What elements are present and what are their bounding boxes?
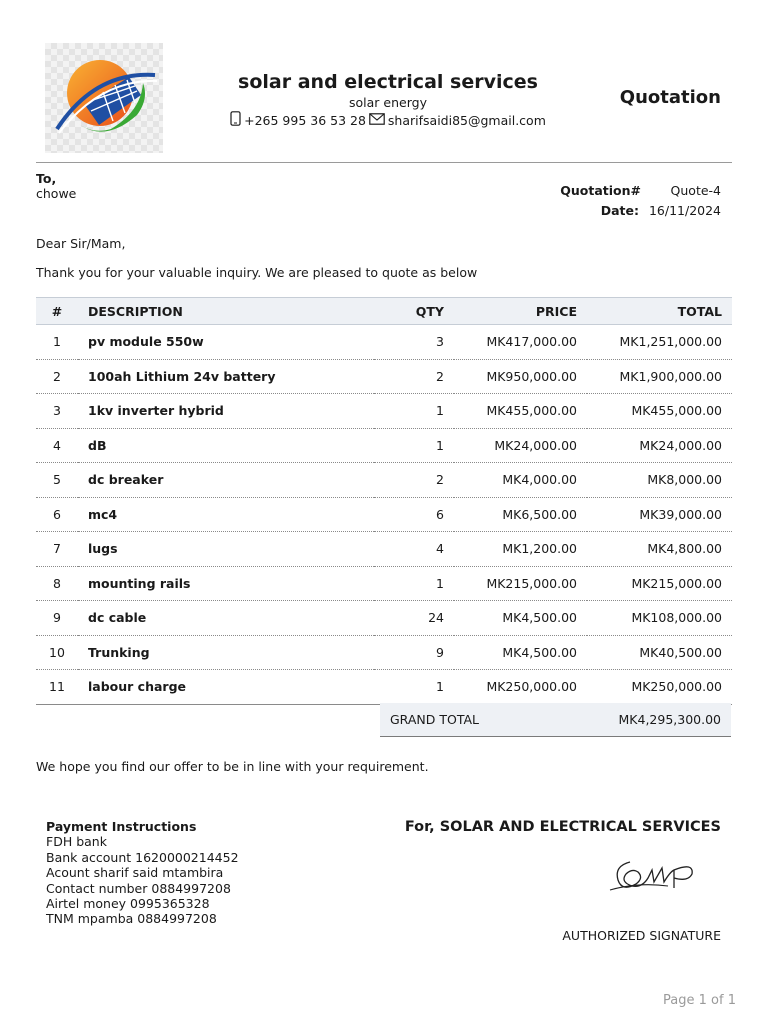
cell-total: MK455,000.00: [587, 394, 732, 429]
cell-num: 8: [36, 566, 78, 601]
cell-num: 9: [36, 601, 78, 636]
table-row: [36, 670, 732, 705]
grand-total-row: [380, 703, 731, 737]
quotation-number: Quote-4: [670, 182, 721, 198]
cell-total: MK108,000.00: [587, 601, 732, 636]
greeting: Dear Sir/Mam,: [36, 236, 126, 251]
cell-price: MK24,000.00: [454, 428, 587, 463]
payment-instructions: [46, 819, 239, 927]
contact-line: [180, 111, 596, 129]
company-email: sharifsaidi85@gmail.com: [387, 112, 546, 128]
quotation-date-label: Date:: [600, 202, 639, 218]
cell-total: MK40,500.00: [587, 635, 732, 670]
company-block: [180, 71, 596, 129]
payment-title: Payment Instructions: [46, 819, 197, 834]
quotation-number-row: [560, 180, 721, 200]
cell-total: MK250,000.00: [587, 670, 732, 705]
payment-line: FDH bank: [46, 834, 107, 850]
grand-total-value: MK4,295,300.00: [618, 712, 721, 727]
cell-qty: 9: [374, 635, 454, 670]
cell-description: dc breaker: [78, 463, 374, 498]
cell-qty: 1: [374, 428, 454, 463]
cell-description: mc4: [78, 497, 374, 532]
column-header-qty: QTY: [374, 298, 454, 325]
payment-line: Acount sharif said mtambira: [46, 865, 224, 881]
cell-total: MK8,000.00: [587, 463, 732, 498]
payment-line: TNM mpamba 0884997208: [46, 911, 217, 927]
table-body: [36, 325, 732, 705]
cell-price: MK950,000.00: [454, 359, 587, 394]
quotation-number-label: Quotation#: [560, 182, 641, 198]
cell-price: MK4,000.00: [454, 463, 587, 498]
table-row: [36, 601, 732, 636]
table-row: [36, 566, 732, 601]
cell-qty: 2: [374, 359, 454, 394]
cell-price: MK1,200.00: [454, 532, 587, 567]
table-row: [36, 428, 732, 463]
quotation-date: 16/11/2024: [648, 202, 721, 218]
cell-qty: 1: [374, 566, 454, 601]
table-row: [36, 463, 732, 498]
cell-total: MK1,900,000.00: [587, 359, 732, 394]
cell-qty: 1: [374, 394, 454, 429]
payment-line: Bank account 1620000214452: [46, 849, 239, 865]
authorized-signature-label: AUTHORIZED SIGNATURE: [562, 928, 721, 943]
grand-total-label: GRAND TOTAL: [390, 712, 480, 727]
cell-description: mounting rails: [78, 566, 374, 601]
intro-text: Thank you for your valuable inquiry. We are pleased to quote as below: [36, 265, 478, 280]
table-header-row: [36, 298, 732, 325]
cell-qty: 6: [374, 497, 454, 532]
cell-price: MK4,500.00: [454, 601, 587, 636]
cell-total: MK215,000.00: [587, 566, 732, 601]
table-row: [36, 394, 732, 429]
cell-total: MK4,800.00: [587, 532, 732, 567]
mobile-phone-icon: [230, 111, 241, 129]
company-phone: +265 995 36 53 28: [244, 112, 366, 128]
cell-num: 11: [36, 670, 78, 705]
cell-price: MK455,000.00: [454, 394, 587, 429]
cell-total: MK39,000.00: [587, 497, 732, 532]
handwritten-signature: [608, 852, 700, 897]
company-name: solar and electrical services: [238, 71, 538, 93]
cell-total: MK24,000.00: [587, 428, 732, 463]
cell-qty: 3: [374, 325, 454, 360]
header-divider: [36, 162, 732, 163]
cell-description: dB: [78, 428, 374, 463]
cell-qty: 2: [374, 463, 454, 498]
column-header-total: TOTAL: [587, 298, 732, 325]
cell-qty: 1: [374, 670, 454, 705]
recipient-label: To,: [36, 171, 57, 186]
cell-num: 1: [36, 325, 78, 360]
cell-total: MK1,251,000.00: [587, 325, 732, 360]
cell-description: 1kv inverter hybrid: [78, 394, 374, 429]
envelope-icon: [369, 113, 385, 128]
recipient-name: chowe: [36, 186, 77, 201]
page-number: Page 1 of 1: [663, 993, 736, 1008]
column-header-num: #: [36, 298, 78, 325]
company-tagline: solar energy: [349, 95, 427, 110]
table-row: [36, 532, 732, 567]
cell-price: MK4,500.00: [454, 635, 587, 670]
cell-description: Trunking: [78, 635, 374, 670]
company-logo: [45, 43, 163, 153]
quotation-date-row: [560, 200, 721, 220]
payment-line: Airtel money 0995365328: [46, 896, 210, 912]
signoff-company: For, SOLAR AND ELECTRICAL SERVICES: [404, 819, 721, 835]
cell-description: labour charge: [78, 670, 374, 705]
cell-qty: 24: [374, 601, 454, 636]
cell-price: MK6,500.00: [454, 497, 587, 532]
closing-text: We hope you find our offer to be in line with your requirement.: [36, 759, 429, 774]
cell-price: MK215,000.00: [454, 566, 587, 601]
quotation-meta: [560, 180, 721, 220]
items-table: [36, 297, 732, 705]
cell-qty: 4: [374, 532, 454, 567]
table-row: [36, 325, 732, 360]
cell-description: dc cable: [78, 601, 374, 636]
cell-num: 3: [36, 394, 78, 429]
cell-num: 2: [36, 359, 78, 394]
payment-line: Contact number 0884997208: [46, 880, 231, 896]
cell-description: lugs: [78, 532, 374, 567]
cell-num: 7: [36, 532, 78, 567]
column-header-description: DESCRIPTION: [78, 298, 374, 325]
cell-price: MK417,000.00: [454, 325, 587, 360]
cell-num: 10: [36, 635, 78, 670]
document-title: Quotation: [619, 87, 721, 108]
table-row: [36, 497, 732, 532]
cell-price: MK250,000.00: [454, 670, 587, 705]
column-header-price: PRICE: [454, 298, 587, 325]
table-row: [36, 635, 732, 670]
cell-description: 100ah Lithium 24v battery: [78, 359, 374, 394]
cell-num: 4: [36, 428, 78, 463]
cell-num: 6: [36, 497, 78, 532]
table-row: [36, 359, 732, 394]
cell-num: 5: [36, 463, 78, 498]
cell-description: pv module 550w: [78, 325, 374, 360]
